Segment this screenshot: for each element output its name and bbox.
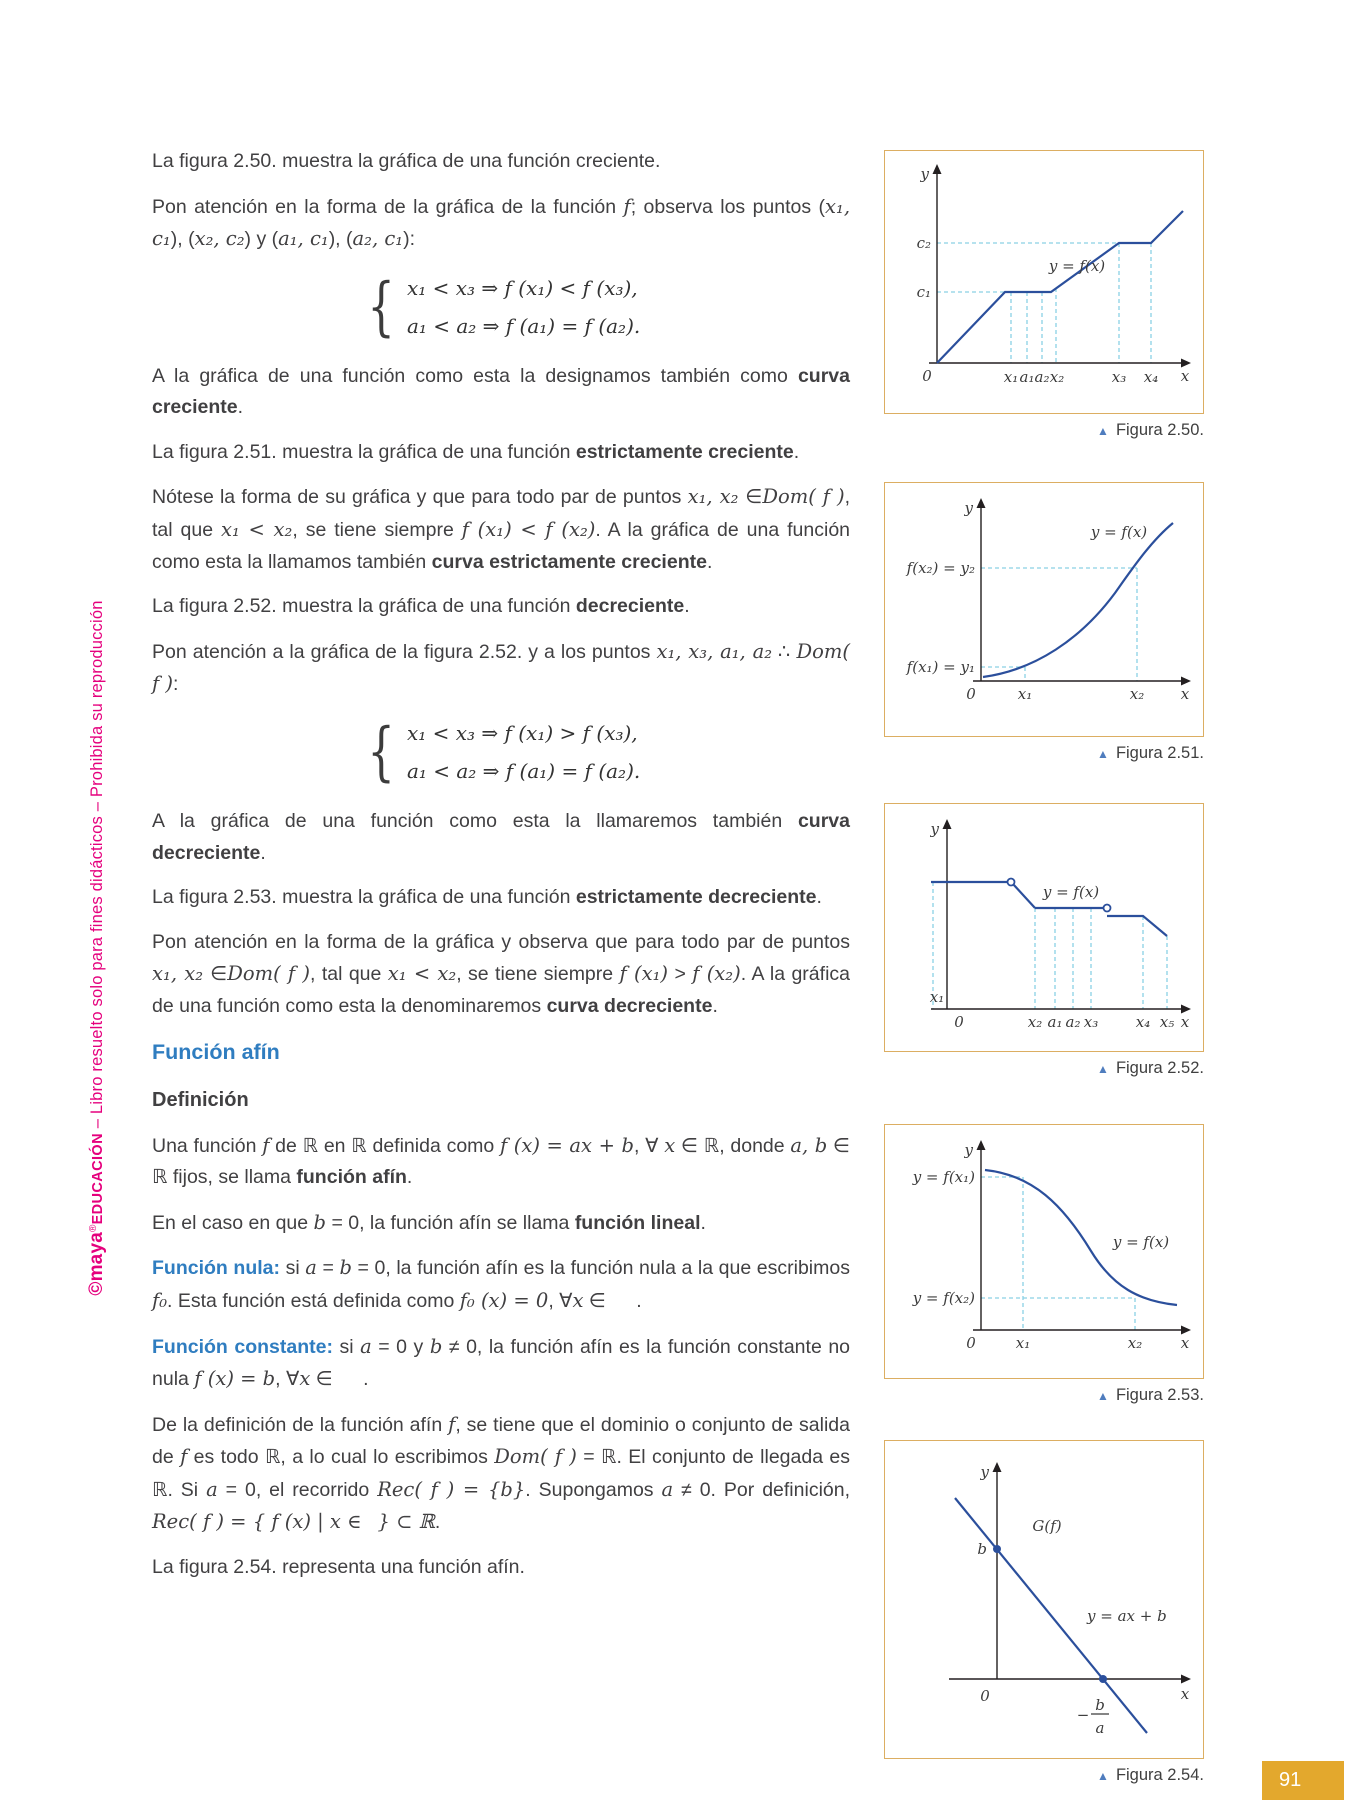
figure-2-52-caption: [884, 1059, 1204, 1078]
paragraph-14: Función constante: si a = 0 y b ≠ 0, la función afín es la función constante no nula f (x) = b, ∀x ∈ .: [152, 1334, 851, 1391]
figure-2-53-frame: [884, 1124, 1204, 1379]
axis-label-y: y: [930, 820, 939, 838]
dashed-guides: [933, 882, 1167, 1009]
paragraph-13: Función nula: si a = b = 0, la función afín es la función nula a la que escribimos f₀. Esta función está definida como f₀ (x) = 0, ∀x ∈ .: [152, 1256, 850, 1312]
figure-2-51-plot: [885, 483, 1200, 736]
paragraph-9: La figura 2.53. muestra la gráfica de una función estrictamente decreciente.: [152, 886, 822, 909]
paragraph-1: La figura 2.50. muestra la gráfica de una función creciente.: [152, 150, 661, 172]
page-number-tab: [1262, 1761, 1344, 1800]
xtick-x2: x₂: [1049, 368, 1065, 386]
figure-2-54-frame: [884, 1440, 1204, 1759]
paragraph-4: La figura 2.51. muestra la gráfica de una función estrictamente creciente.: [152, 440, 800, 463]
caption-triangle-icon: ▲: [1097, 1061, 1109, 1076]
xtick-x3: x₃: [1111, 368, 1127, 386]
graph-label-gf: G(f): [1032, 1517, 1062, 1535]
fraction-minus: −: [1076, 1706, 1090, 1724]
paragraph-12: En el caso en que b = 0, la función afín se llama función lineal.: [152, 1210, 706, 1234]
xtick-x2: x₂: [1127, 1334, 1143, 1352]
ylabel-fx1: f(x₁) = y₁: [906, 658, 975, 676]
function-curve: [937, 211, 1183, 363]
dashed-guides: [981, 1177, 1135, 1330]
caption-triangle-icon: ▲: [1097, 1768, 1109, 1783]
paragraph-11: Una función f de ℝ en ℝ definida como f (x) = ax + b, ∀ x ∈ ℝ, donde a, b ∈ ℝ fijos, se llama función afín.: [152, 1133, 851, 1189]
figure-2-52: [884, 803, 1204, 1078]
caption-triangle-icon: ▲: [1097, 1388, 1109, 1403]
xtick-x4: x₄: [1135, 1013, 1151, 1031]
paragraph-8: A la gráfica de una función como esta la llamaremos también curva decreciente.: [152, 809, 850, 864]
math-line-1: x₁ < x₃ ⇒ f (x₁) < f (x₃),: [406, 275, 638, 300]
figure-2-52-plot: [885, 804, 1200, 1051]
y-intercept-label: b: [977, 1540, 987, 1558]
figure-2-53-caption: [884, 1386, 1204, 1405]
figure-2-53-plot: [885, 1125, 1200, 1378]
axis-label-x: x: [1180, 1013, 1190, 1031]
xtick-x5: x₅: [1159, 1013, 1175, 1031]
figure-labels: [912, 1141, 1190, 1352]
curve-label: y = f(x): [1112, 1233, 1170, 1251]
math-block-increasing: [152, 269, 850, 345]
curve-label: y = f(x): [1090, 523, 1148, 541]
xlabel-x1: x₁: [929, 988, 945, 1006]
curly-brace: {: [367, 269, 395, 344]
xtick-x1: x₁: [1017, 685, 1033, 703]
sidebar-copyright: ©maya®EDUCACIÓN – Libro resuelto solo para fines didácticos – Prohibida su reproducción: [86, 600, 107, 1296]
axis-label-y: y: [964, 1141, 973, 1159]
origin-label: 0: [980, 1687, 990, 1705]
caption-triangle-icon: ▲: [1097, 746, 1109, 761]
math-lines: [407, 714, 640, 790]
caption-text: Figura 2.54.: [1115, 1766, 1204, 1784]
paragraph-7: Pon atención a la gráfica de la figura 2.52. y a los puntos x₁, x₃, a₁, a₂ ∴ Dom( f ):: [152, 639, 850, 696]
figure-labels: [906, 499, 1190, 703]
xtick-a1: a₁: [1019, 368, 1035, 386]
curly-brace: {: [367, 714, 395, 790]
paragraph-16: La figura 2.54. representa una función afín.: [152, 1555, 525, 1578]
caption-text: Figura 2.50.: [1115, 421, 1204, 439]
paragraph-5: Nótese la forma de su gráfica y que para todo par de puntos x₁, x₂ ∈Dom( f ), tal que x₁ < x₂, se tiene siempre f (x₁) < f (x₂). A la gráfica de una función como esta la llamamos también curva estrictamente creciente.: [152, 485, 851, 573]
figure-labels: [977, 1463, 1189, 1737]
axis-label-y: y: [920, 165, 929, 183]
figure-2-51-frame: [884, 482, 1204, 737]
xtick-x2: x₂: [1129, 685, 1145, 703]
xtick-a1: a₁: [1047, 1013, 1063, 1031]
ytick-c1: c₁: [916, 283, 931, 301]
section-heading-funcion-afin: Función afín: [152, 1040, 280, 1065]
axes: [931, 819, 1191, 1014]
curve-label: y = f(x): [1048, 257, 1106, 275]
caption-text: Figura 2.52.: [1115, 1059, 1204, 1077]
figure-2-50: [884, 150, 1204, 440]
math-line-1: x₁ < x₃ ⇒ f (x₁) > f (x₃),: [406, 720, 638, 745]
y-intercept-point: [993, 1545, 1001, 1553]
figure-2-51-caption: [884, 744, 1204, 763]
figure-2-54: [884, 1440, 1204, 1785]
paragraph-3: A la gráfica de una función como esta la designamos también como curva creciente.: [152, 364, 850, 419]
paragraph-10: Pon atención en la forma de la gráfica y observa que para todo par de puntos x₁, x₂ ∈Dom( f ), tal que x₁ < x₂, se tiene siempre f (x₁) > f (x₂). A la gráfica de una función como esta la denominaremos curva decreciente.: [152, 930, 850, 1017]
dashed-guides: [981, 568, 1137, 681]
figure-2-51: [884, 482, 1204, 763]
origin-label: 0: [954, 1013, 964, 1031]
math-line-2: a₁ < a₂ ⇒ f (a₁) = f (a₂).: [406, 758, 641, 783]
xtick-x1: x₁: [1015, 1334, 1031, 1352]
origin-label: 0: [922, 367, 932, 385]
caption-triangle-icon: ▲: [1097, 423, 1109, 438]
figure-2-52-frame: [884, 803, 1204, 1052]
axes: [949, 1462, 1191, 1684]
axis-label-x: x: [1180, 1685, 1190, 1703]
xtick-x2: x₂: [1027, 1013, 1043, 1031]
main-text-column: [152, 146, 850, 1597]
paragraph-6: La figura 2.52. muestra la gráfica de una función decreciente.: [152, 595, 690, 618]
curve-label: y = f(x): [1042, 883, 1100, 901]
caption-text: Figura 2.51.: [1115, 744, 1204, 762]
ylabel-fx2: f(x₂) = y₂: [906, 559, 975, 577]
math-line-2: a₁ < a₂ ⇒ f (a₁) = f (a₂).: [406, 313, 641, 338]
caption-text: Figura 2.53.: [1115, 1386, 1204, 1404]
math-block-decreasing: [152, 714, 850, 790]
ylabel-fx1: y = f(x₁): [912, 1168, 975, 1186]
figure-2-54-plot: [885, 1441, 1200, 1758]
origin-label: 0: [966, 1334, 976, 1352]
ytick-c2: c₂: [916, 234, 931, 252]
figure-2-50-frame: [884, 150, 1204, 414]
ylabel-fx2: y = f(x₂): [912, 1289, 975, 1307]
origin-label: 0: [966, 685, 976, 703]
paragraph-2: Pon atención en la forma de la gráfica de la función f; observa los puntos (x₁, c₁), (x₂, c₂) y (a₁, c₁), (a₂, c₁):: [152, 194, 851, 251]
figure-2-54-caption: [884, 1766, 1204, 1785]
figure-2-50-plot: [885, 151, 1200, 413]
axis-label-x: x: [1180, 1334, 1190, 1352]
figure-2-50-caption: [884, 421, 1204, 440]
axes: [973, 498, 1191, 686]
axis-label-y: y: [980, 1463, 989, 1481]
function-curve: [983, 523, 1173, 677]
axis-label-x: x: [1180, 685, 1190, 703]
xtick-x3: x₃: [1083, 1013, 1099, 1031]
axis-label-y: y: [964, 499, 973, 517]
xtick-a2: a₂: [1034, 368, 1050, 386]
xtick-a2: a₂: [1065, 1013, 1081, 1031]
xtick-x4: x₄: [1143, 368, 1159, 386]
axis-label-x: x: [1180, 367, 1190, 385]
xtick-x1: x₁: [1003, 368, 1019, 386]
figure-labels: [930, 820, 1190, 1031]
page-number: 91: [1279, 1769, 1302, 1791]
paragraph-15: De la definición de la función afín f, se tiene que el dominio o conjunto de salida de f es todo ℝ, a lo cual lo escribimos Dom( f ) = ℝ. El conjunto de llegada es ℝ. Si a = 0, el recorrido Rec( f ) = {b}. Supongamos a ≠ 0. Por definición, Rec( f ) = { f (x) | x ∈ } ⊂ ℝ.: [152, 1412, 851, 1534]
line-equation-label: y = ax + b: [1087, 1607, 1167, 1625]
subheading-definicion: Definición: [152, 1089, 249, 1112]
fraction-numerator: b: [1095, 1696, 1105, 1714]
figure-2-53: [884, 1124, 1204, 1405]
dashed-guides: [937, 243, 1151, 363]
math-lines: [407, 269, 640, 345]
x-intercept-point: [1099, 1675, 1107, 1683]
figure-labels: [917, 165, 1190, 386]
fraction-denominator: a: [1095, 1719, 1105, 1737]
